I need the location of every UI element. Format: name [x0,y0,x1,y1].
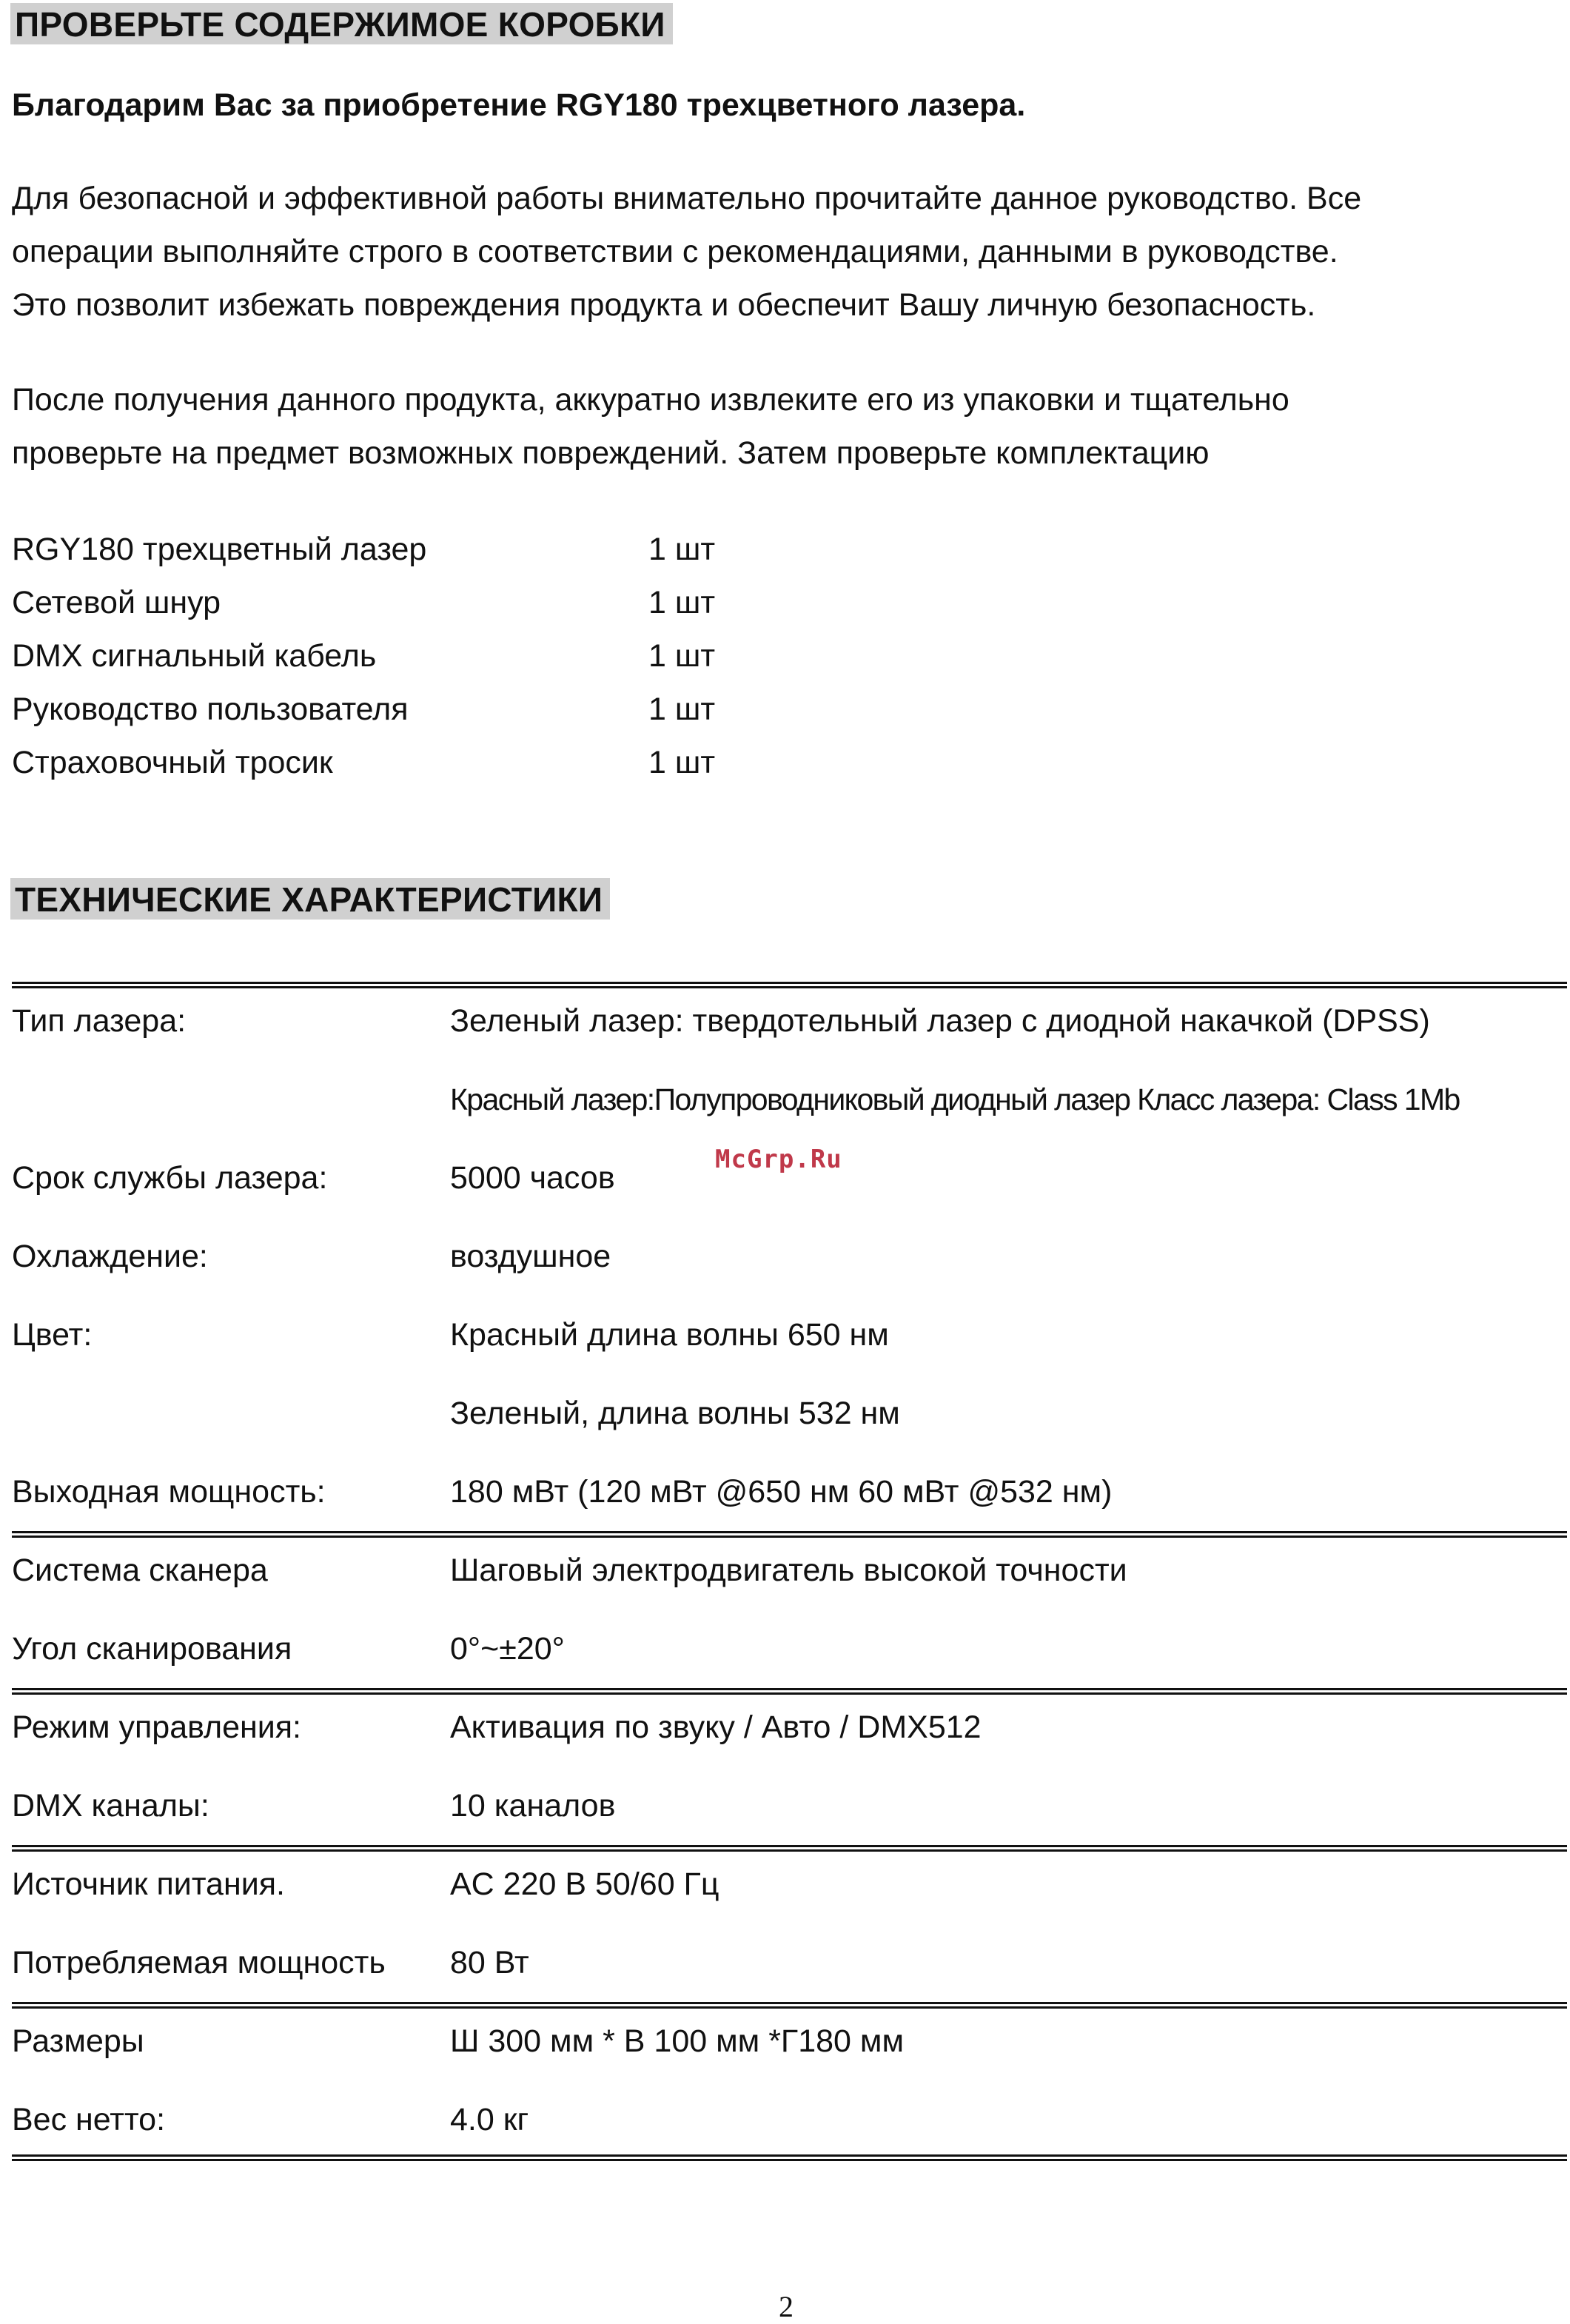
spec-row [12,1923,1570,2002]
spec-label: Система сканера [12,1553,268,1588]
spec-value: 0°~±20° [450,1631,565,1667]
spec-value: AC 220 В 50/60 Гц [450,1866,719,1902]
section-heading-specs: ТЕХНИЧЕСКИЕ ХАРАКТЕРИСТИКИ [10,878,610,920]
spec-row [12,1767,1570,1845]
spec-row [12,1531,1570,1610]
spec-label: Вес нетто: [12,2102,166,2137]
box-item-qty: 1 шт [648,691,716,727]
spec-row [12,1060,1570,1139]
box-item-name: Сетевой шнур [12,585,221,620]
spec-row [12,1688,1570,1767]
intro-line-2: операции выполняйте строго в соответствии с рекомендациями, данными в руководстве. [12,234,1338,269]
box-item [12,523,826,576]
box-item-name: DMX сигнальный кабель [12,638,377,674]
spec-row [12,1845,1570,1923]
spec-label: Тип лазера: [12,1003,187,1039]
spec-value: Красный лазер:Полупроводниковый диодный лазер Класс лазера: Class 1Mb [450,1082,1460,1116]
unpack-line-2: проверьте на предмет возможных повреждений. Затем проверьте комплектацию [12,435,1210,471]
box-item-name: RGY180 трехцветный лазер [12,532,427,567]
spec-value: воздушное [450,1239,611,1274]
spec-row [12,1374,1570,1453]
spec-label: Режим управления: [12,1709,301,1745]
intro-line-3: Это позволит избежать повреждения продукта и обеспечит Вашу личную безопасность. [12,287,1316,323]
spec-label: Выходная мощность: [12,1474,326,1510]
spec-value: Активация по звуку / Авто / DMX512 [450,1709,982,1745]
page-number: 2 [779,2290,794,2323]
spec-label: Охлаждение: [12,1239,208,1274]
spec-value: Ш 300 мм * В 100 мм *Г180 мм [450,2023,905,2059]
table-rule-bottom [12,2154,1567,2161]
box-item-name: Страховочный тросик [12,745,333,780]
spec-label: Источник питания. [12,1866,285,1902]
spec-value: Зеленый, длина волны 532 нм [450,1396,900,1431]
spec-label: DMX каналы: [12,1788,209,1824]
box-item [12,576,826,629]
watermark: McGrp.Ru [715,1145,842,1174]
spec-value: 5000 часов [450,1160,615,1196]
spec-label: Угол сканирования [12,1631,292,1667]
spec-value: Зеленый лазер: твердотельный лазер с диодной накачкой (DPSS) [450,1003,1430,1039]
spec-label: Цвет: [12,1317,93,1353]
spec-row [12,1296,1570,1374]
spec-label: Потребляемая мощность [12,1945,386,1980]
box-item [12,629,826,683]
spec-row [12,1453,1570,1531]
spec-value: Красный длина волны 650 нм [450,1317,889,1353]
section-heading-box-contents: ПРОВЕРЬТЕ СОДЕРЖИМОЕ КОРОБКИ [10,3,673,44]
box-item-qty: 1 шт [648,585,716,620]
box-item-name: Руководство пользователя [12,691,409,727]
box-item [12,683,826,736]
unpack-line-1: После получения данного продукта, аккуратно извлеките его из упаковки и тщательно [12,382,1289,418]
spec-row [12,1217,1570,1296]
spec-value: 180 мВт (120 мВт @650 нм 60 мВт @532 нм) [450,1474,1113,1510]
box-item-qty: 1 шт [648,638,716,674]
thanks-line: Благодарим Вас за приобретение RGY180 трехцветного лазера. [12,87,1026,123]
intro-line-1: Для безопасной и эффективной работы внимательно прочитайте данное руководство. Все [12,181,1362,216]
spec-value: 4.0 кг [450,2102,529,2137]
spec-row [12,982,1570,1060]
spec-row [12,2002,1570,2080]
spec-row [12,2080,1570,2159]
box-item [12,736,826,789]
box-item-qty: 1 шт [648,745,716,780]
spec-label: Срок службы лазера: [12,1160,328,1196]
spec-row [12,1610,1570,1688]
spec-value: 80 Вт [450,1945,529,1980]
spec-value: Шаговый электродвигатель высокой точности [450,1553,1127,1588]
spec-label: Размеры [12,2023,144,2059]
spec-value: 10 каналов [450,1788,616,1824]
box-item-qty: 1 шт [648,532,716,567]
